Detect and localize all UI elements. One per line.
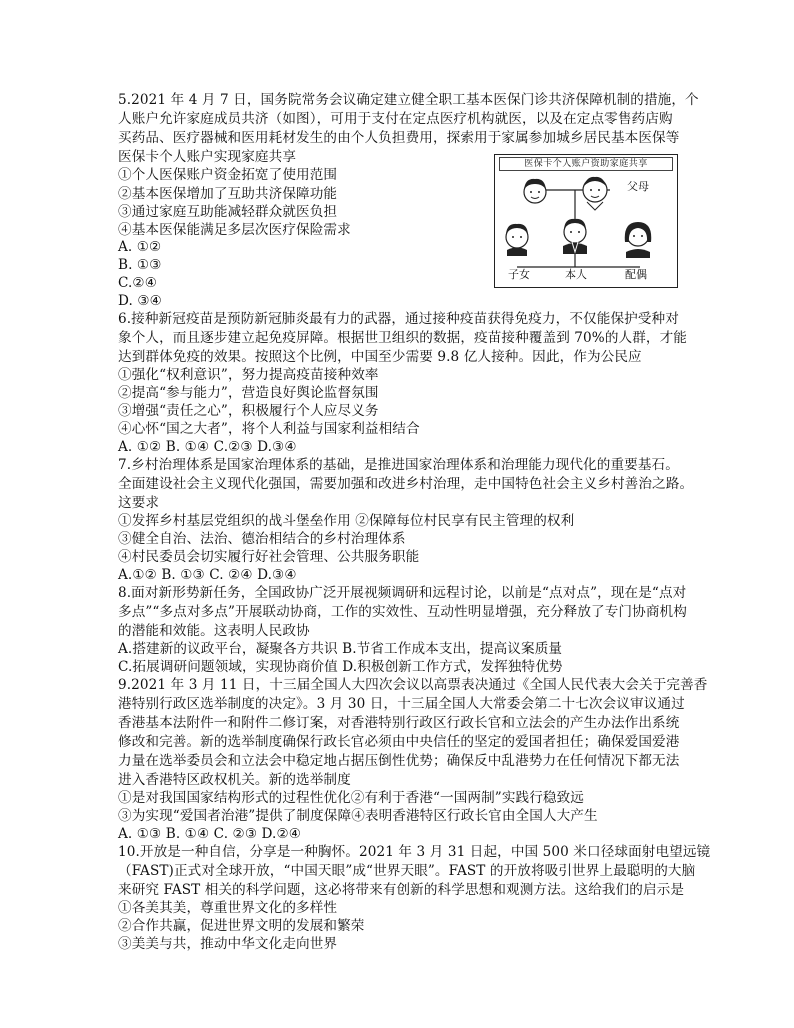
q7-statement-3: ③健全自治、法治、德治相结合的乡村治理体系 bbox=[118, 531, 406, 547]
q6-stem-line-3: 达到群体免疫的效果。按照这个比例，中国至少需要 9.8 亿人接种。因此，作为公民应 bbox=[118, 349, 642, 365]
q5-statement-2: ②基本医保增加了互助共济保障功能 bbox=[118, 186, 338, 202]
q8-stem-line-2: 多点”“多点对多点”开展联动协商，工作的实效性、互动性明显增强，充分释放了专门协商机构 bbox=[118, 604, 687, 620]
q7-statement-1-2: ①发挥乡村基层党组织的战斗堡垒作用 ②保障每位村民享有民主管理的权利 bbox=[118, 513, 575, 529]
q10-statement-2: ②合作共赢，促进世界文明的发展和繁荣 bbox=[118, 918, 365, 934]
figure-title: 医保卡个人账户资助家庭共享 bbox=[499, 157, 673, 171]
q5-statement-4: ④基本医保能满足多层次医疗保险需求 bbox=[118, 222, 351, 238]
q10-stem-line-1: 10.开放是一种自信，分享是一种胸怀。2021 年 3 月 31 日起，中国 500 米口径球面射电望远镜 bbox=[118, 844, 711, 860]
q5-stem-line-4: 医保卡个人账户实现家庭共享 bbox=[118, 149, 297, 165]
q10-statement-3: ③美美与共，推动中华文化走向世界 bbox=[118, 936, 338, 952]
q9-stem-line-5: 力量在选举委员会和立法会中稳定地占据压倒性优势；确保反中乱港势力在任何情况下都无法 bbox=[118, 753, 680, 769]
q7-stem-line-2: 全面建设社会主义现代化强国，需要加强和改进乡村治理，走中国特色社会主义乡村善治之路。 bbox=[118, 476, 694, 492]
self-figure bbox=[563, 219, 587, 254]
q7-statement-4: ④村民委员会切实履行好社会管理、公共服务职能 bbox=[118, 549, 420, 565]
q5-option-c: C.②④ bbox=[118, 275, 158, 291]
q9-statement-1-2: ①是对我国国家结构形式的过程性优化②有利于香港“一国两制”实践行稳致远 bbox=[118, 790, 584, 806]
label-child: 子女 bbox=[508, 268, 530, 281]
q6-statement-4: ④心怀“国之大者”，将个人利益与国家利益相结合 bbox=[118, 421, 420, 437]
q8-stem-line-1: 8.面对新形势新任务，全国政协广泛开展视频调研和远程讨论，以前是“点对点”，现在是“点对 bbox=[118, 585, 687, 601]
q9-options: A. ①③ B. ①④ C. ②③ D.②④ bbox=[118, 826, 302, 842]
q7-stem-line-1: 7.乡村治理体系是国家治理体系的基础，是推进国家治理体系和治理能力现代化的重要基石。 bbox=[118, 457, 679, 473]
q6-statement-1: ①强化“权利意识”，努力提高疫苗接种效率 bbox=[118, 367, 379, 383]
q10-stem-line-3: 来研究 FAST 相关的科学问题，这必将带来有创新的科学思想和观测方法。这给我们的启示是 bbox=[118, 882, 685, 898]
q5-option-d: D. ③④ bbox=[118, 293, 162, 309]
child-figure bbox=[506, 224, 528, 256]
q5-statement-3: ③通过家庭互助能减轻群众就医负担 bbox=[118, 204, 338, 220]
label-self: 本人 bbox=[565, 268, 587, 281]
q9-stem-line-1: 9.2021 年 3 月 11 日，十三届全国人大四次会议以高票表决通过《全国人民代表大会关于完善香 bbox=[118, 677, 708, 693]
q10-stem-line-2: （FAST)正式对全球开放，“中国天眼”成“世界天眼”。FAST 的开放将吸引世界上最聪明的大脑 bbox=[118, 863, 696, 879]
q9-statement-3-4: ③为实现“爱国者治港”提供了制度保障④表明香港特区行政长官由全国人大产生 bbox=[118, 808, 598, 824]
q7-stem-line-3: 这要求 bbox=[118, 495, 160, 511]
spouse-figure bbox=[625, 222, 651, 258]
label-spouse: 配偶 bbox=[625, 268, 647, 281]
q8-options-ab: A.搭建新的议政平台，凝聚各方共识 B.节省工作成本支出，提高议案质量 bbox=[118, 641, 563, 657]
q9-stem-line-3: 香港基本法附件一和附件二修订案，对香港特别行政区行政长官和立法会的产生办法作出系统 bbox=[118, 715, 680, 731]
q6-stem-line-2: 象个人，而且逐步建立起免疫屏障。根据世卫组织的数据，疫苗接种覆盖到 70%的人群，才能 bbox=[118, 330, 687, 346]
q6-statement-3: ③增强“责任之心”，积极履行个人应尽义务 bbox=[118, 403, 379, 419]
q5-option-a: A. ①② bbox=[118, 239, 162, 255]
q9-stem-line-6: 进入香港特区政权机关。新的选举制度 bbox=[118, 772, 351, 788]
family-account-figure bbox=[494, 154, 678, 288]
q5-stem-line-2: 人账户允许家庭成员共济（如图），可用于支付在定点医疗机构就医，以及在定点零售药店购 bbox=[118, 111, 673, 127]
q7-options: A.①② B. ①③ C. ②④ D.③④ bbox=[118, 567, 297, 583]
q6-statement-2: ②提高“参与能力”，营造良好舆论监督氛围 bbox=[118, 385, 379, 401]
q8-options-cd: C.拓展调研问题领域，实现协商价值 D.积极创新工作方式，发挥独特优势 bbox=[118, 659, 563, 675]
q5-stem-line-1: 5.2021 年 4 月 7 日，国务院常务会议确定建立健全职工基本医保门诊共济保障机制的措施，个 bbox=[118, 92, 699, 108]
q10-statement-1: ①各美其美，尊重世界文化的多样性 bbox=[118, 900, 338, 916]
q6-stem-line-1: 6.接种新冠疫苗是预防新冠肺炎最有力的武器，通过接种疫苗获得免疫力，不仅能保护受种对 bbox=[118, 311, 679, 327]
q5-statement-1: ①个人医保账户资金拓宽了使用范围 bbox=[118, 167, 338, 183]
q5-stem-line-3: 买药品、医疗器械和医用耗材发生的由个人负担费用，探索用于家属参加城乡居民基本医保等 bbox=[118, 130, 680, 146]
mother-figure bbox=[524, 179, 546, 203]
q9-stem-line-4: 修改和完善。新的选举制度确保行政长官必须由中央信任的坚定的爱国者担任；确保爱国爱港 bbox=[118, 734, 680, 750]
q5-option-b: B. ①③ bbox=[118, 257, 162, 273]
label-parents: 父母 bbox=[627, 180, 649, 193]
father-figure bbox=[583, 177, 607, 210]
q6-options: A. ①② B. ①④ C.②③ D.③④ bbox=[118, 439, 297, 455]
q9-stem-line-2: 港特别行政区选举制度的决定》。3 月 30 日，十三届全国人大常委会第二十七次会议审议通过 bbox=[118, 696, 685, 712]
q8-stem-line-3: 的潜能和效能。这表明人民政协 bbox=[118, 623, 310, 639]
